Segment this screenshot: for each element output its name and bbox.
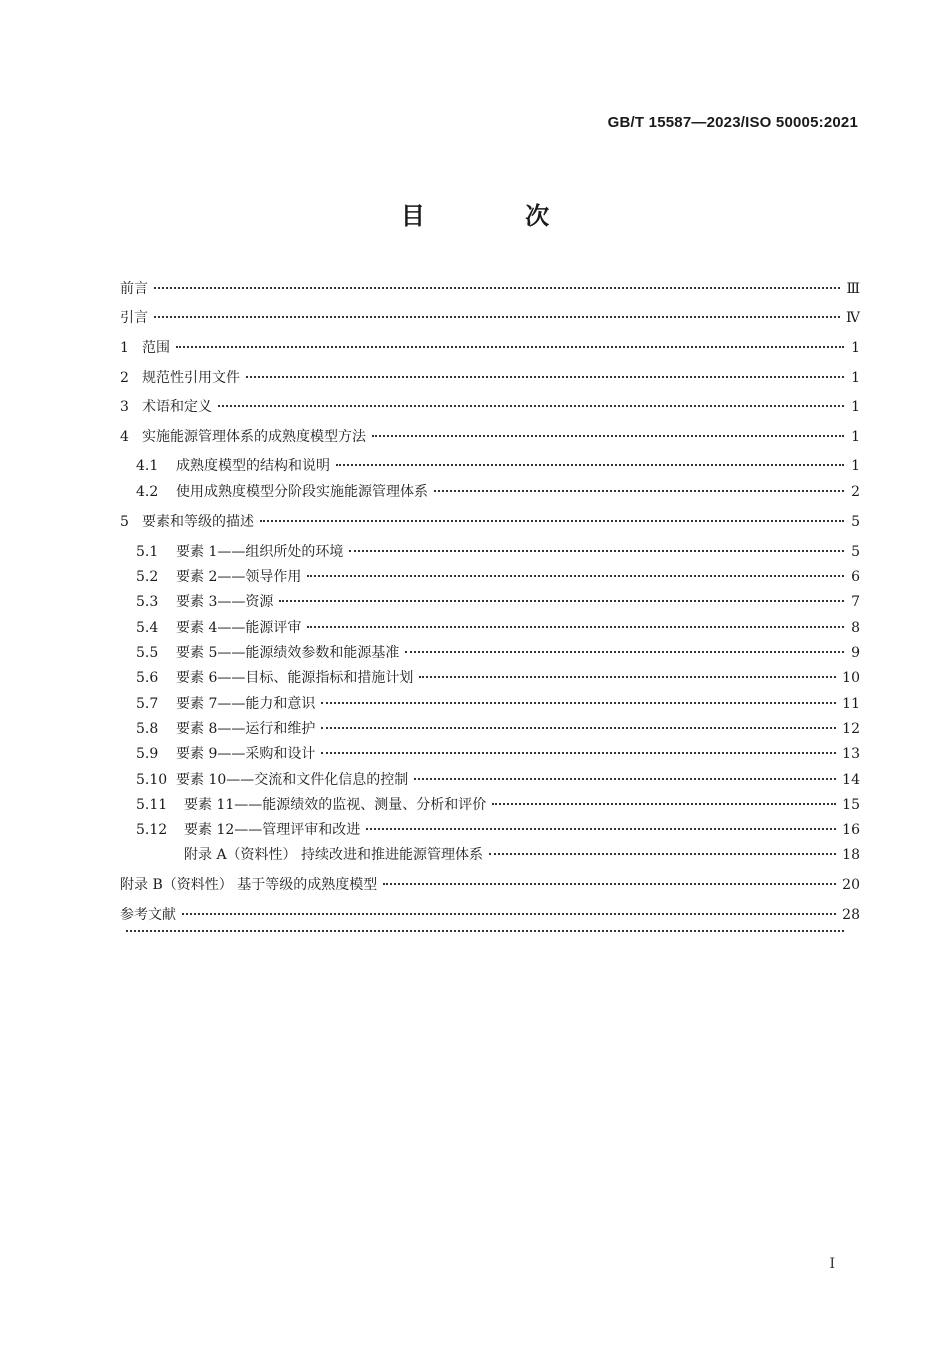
toc-entry[interactable] — [136, 743, 860, 765]
toc-entry-page: 20 — [842, 877, 860, 893]
leader-dots — [489, 852, 836, 855]
leader-dots — [492, 802, 836, 805]
leader-dots — [218, 404, 844, 407]
toc-entry-number: 5.2 — [136, 569, 159, 585]
toc-entry-page: 18 — [842, 847, 860, 863]
toc-entry-text: 要素 4——能源评审 — [176, 620, 302, 636]
toc-entry-page: 13 — [842, 746, 860, 762]
toc-entry-page: 15 — [842, 797, 860, 813]
leader-dots — [414, 777, 836, 780]
toc-entry-page: 11 — [842, 696, 860, 712]
toc-entry-page: 28 — [842, 907, 860, 923]
toc-entry-text: 要素和等级的描述 — [142, 514, 254, 530]
toc-entry-page: 5 — [851, 514, 860, 530]
toc-entry-number: 4.2 — [136, 484, 159, 500]
standard-code: GB/T 15587—2023/ISO 50005:2021 — [607, 114, 858, 131]
page-title: 目 次 — [400, 201, 596, 230]
leader-dots — [372, 434, 844, 437]
toc-entry-text: 要素 8——运行和维护 — [176, 721, 316, 737]
toc-entry-number: 2 — [120, 370, 129, 386]
toc-entry-text: 要素 3——资源 — [176, 594, 274, 610]
toc-entry-number: 3 — [120, 399, 129, 415]
toc-entry-number: 5.3 — [136, 594, 159, 610]
toc-entry-page: 1 — [851, 429, 860, 445]
leader-dots — [321, 701, 836, 704]
page-number: I — [829, 1256, 835, 1272]
leader-dots — [260, 519, 844, 522]
toc-entry-text: 要素 5——能源绩效参数和能源基准 — [176, 645, 400, 661]
toc-entry-page: 1 — [851, 458, 860, 474]
toc-entry-page: 12 — [842, 721, 860, 737]
toc-entry[interactable] — [136, 541, 860, 563]
toc-entry[interactable] — [136, 667, 860, 689]
toc-entry-number: 5.11 — [136, 797, 168, 813]
toc-entry[interactable] — [136, 642, 860, 664]
leader-dots — [405, 650, 844, 653]
toc-entry-number: 1 — [120, 340, 129, 356]
toc-entry-page: 8 — [851, 620, 860, 636]
toc-entry[interactable] — [120, 337, 860, 359]
toc-entry-page: 16 — [842, 822, 860, 838]
toc-entry-page: 10 — [842, 670, 860, 686]
toc-entry-text: 要素 11——能源绩效的监视、测量、分析和评价 — [184, 797, 487, 813]
toc-entry[interactable] — [120, 278, 860, 300]
toc-entry-number: 4 — [120, 429, 129, 445]
leader-dots — [366, 827, 836, 830]
toc-entry-text: 实施能源管理体系的成熟度模型方法 — [142, 429, 366, 445]
toc-entry-text: 附录 A（资料性） 持续改进和推进能源管理体系 — [184, 847, 484, 863]
toc-entry-text: 成熟度模型的结构和说明 — [176, 458, 330, 474]
leader-dots — [419, 675, 836, 678]
toc-entry[interactable] — [136, 566, 860, 588]
toc-entry-text: 要素 2——领导作用 — [176, 569, 302, 585]
toc-entry-number: 5 — [120, 514, 129, 530]
toc-entry[interactable] — [120, 933, 860, 955]
toc-entry-number: 5.8 — [136, 721, 159, 737]
toc-entry[interactable] — [120, 367, 860, 389]
toc-entry-text: 前言 — [120, 281, 148, 297]
toc-entry-text: 要素 1——组织所处的环境 — [176, 544, 344, 560]
toc-entry[interactable] — [136, 617, 860, 639]
toc-entry[interactable] — [120, 511, 860, 533]
toc-entry[interactable] — [120, 396, 860, 418]
toc-entry[interactable] — [136, 844, 860, 866]
toc-entry-page: 7 — [851, 594, 860, 610]
toc-entry-text: 范围 — [142, 340, 170, 356]
toc-entry-text: 要素 10——交流和文件化信息的控制 — [176, 772, 409, 788]
leader-dots — [126, 929, 844, 932]
toc-entry-number: 5.4 — [136, 620, 159, 636]
toc-entry-text: 规范性引用文件 — [142, 370, 240, 386]
toc-entry-page: Ⅳ — [846, 310, 860, 326]
toc-entry-number: 4.1 — [136, 458, 159, 474]
toc-entry-number: 5.7 — [136, 696, 159, 712]
toc-entry[interactable] — [136, 718, 860, 740]
toc-entry-text: 附录 B（资料性） 基于等级的成熟度模型 — [120, 877, 378, 893]
toc-entry-number: 5.5 — [136, 645, 159, 661]
leader-dots — [176, 345, 844, 348]
toc-entry-text: 要素 6——目标、能源指标和措施计划 — [176, 670, 414, 686]
leader-dots — [154, 286, 840, 289]
toc-entry[interactable] — [136, 591, 860, 613]
leader-dots — [279, 599, 844, 602]
toc-entry[interactable] — [136, 819, 860, 841]
leader-dots — [246, 375, 844, 378]
toc-entry[interactable] — [136, 693, 860, 715]
toc-entry[interactable] — [136, 455, 860, 477]
toc-entry-text: 参考文献 — [120, 907, 176, 923]
toc-entry[interactable] — [136, 794, 860, 816]
leader-dots — [307, 625, 844, 628]
toc-entry-text: 要素 12——管理评审和改进 — [184, 822, 361, 838]
toc-entry-page: Ⅲ — [846, 281, 860, 297]
toc-entry-page: 1 — [851, 340, 860, 356]
toc-entry-text: 引言 — [120, 310, 148, 326]
toc-entry-number: 5.6 — [136, 670, 159, 686]
leader-dots — [307, 574, 844, 577]
leader-dots — [321, 726, 836, 729]
leader-dots — [321, 751, 836, 754]
toc-entry-number: 5.1 — [136, 544, 159, 560]
toc-entry-page: 1 — [851, 370, 860, 386]
toc-entry[interactable] — [136, 481, 860, 503]
toc-entry-text: 要素 7——能力和意识 — [176, 696, 316, 712]
toc-entry[interactable] — [120, 307, 860, 329]
toc-entry[interactable] — [136, 769, 860, 791]
toc-entry-number: 5.10 — [136, 772, 168, 788]
toc-entry-page: 2 — [851, 484, 860, 500]
toc-entry[interactable] — [120, 426, 860, 448]
leader-dots — [349, 549, 844, 552]
leader-dots — [434, 489, 844, 492]
toc-entry[interactable] — [120, 874, 860, 896]
leader-dots — [154, 315, 840, 318]
toc-entry-text: 要素 9——采购和设计 — [176, 746, 316, 762]
toc-entry-page: 9 — [851, 645, 860, 661]
toc-entry-page: 1 — [851, 399, 860, 415]
toc-entry-number: 5.12 — [136, 822, 168, 838]
toc-entry-page: 14 — [842, 772, 860, 788]
toc-entry-page: 6 — [851, 569, 860, 585]
leader-dots — [336, 463, 844, 466]
toc-entry-page: 5 — [851, 544, 860, 560]
leader-dots — [182, 912, 836, 915]
toc-entry-text: 使用成熟度模型分阶段实施能源管理体系 — [176, 484, 428, 500]
leader-dots — [383, 882, 836, 885]
toc-entry[interactable] — [120, 904, 860, 926]
toc-entry-number: 5.9 — [136, 746, 159, 762]
toc-entry-text: 术语和定义 — [142, 399, 212, 415]
